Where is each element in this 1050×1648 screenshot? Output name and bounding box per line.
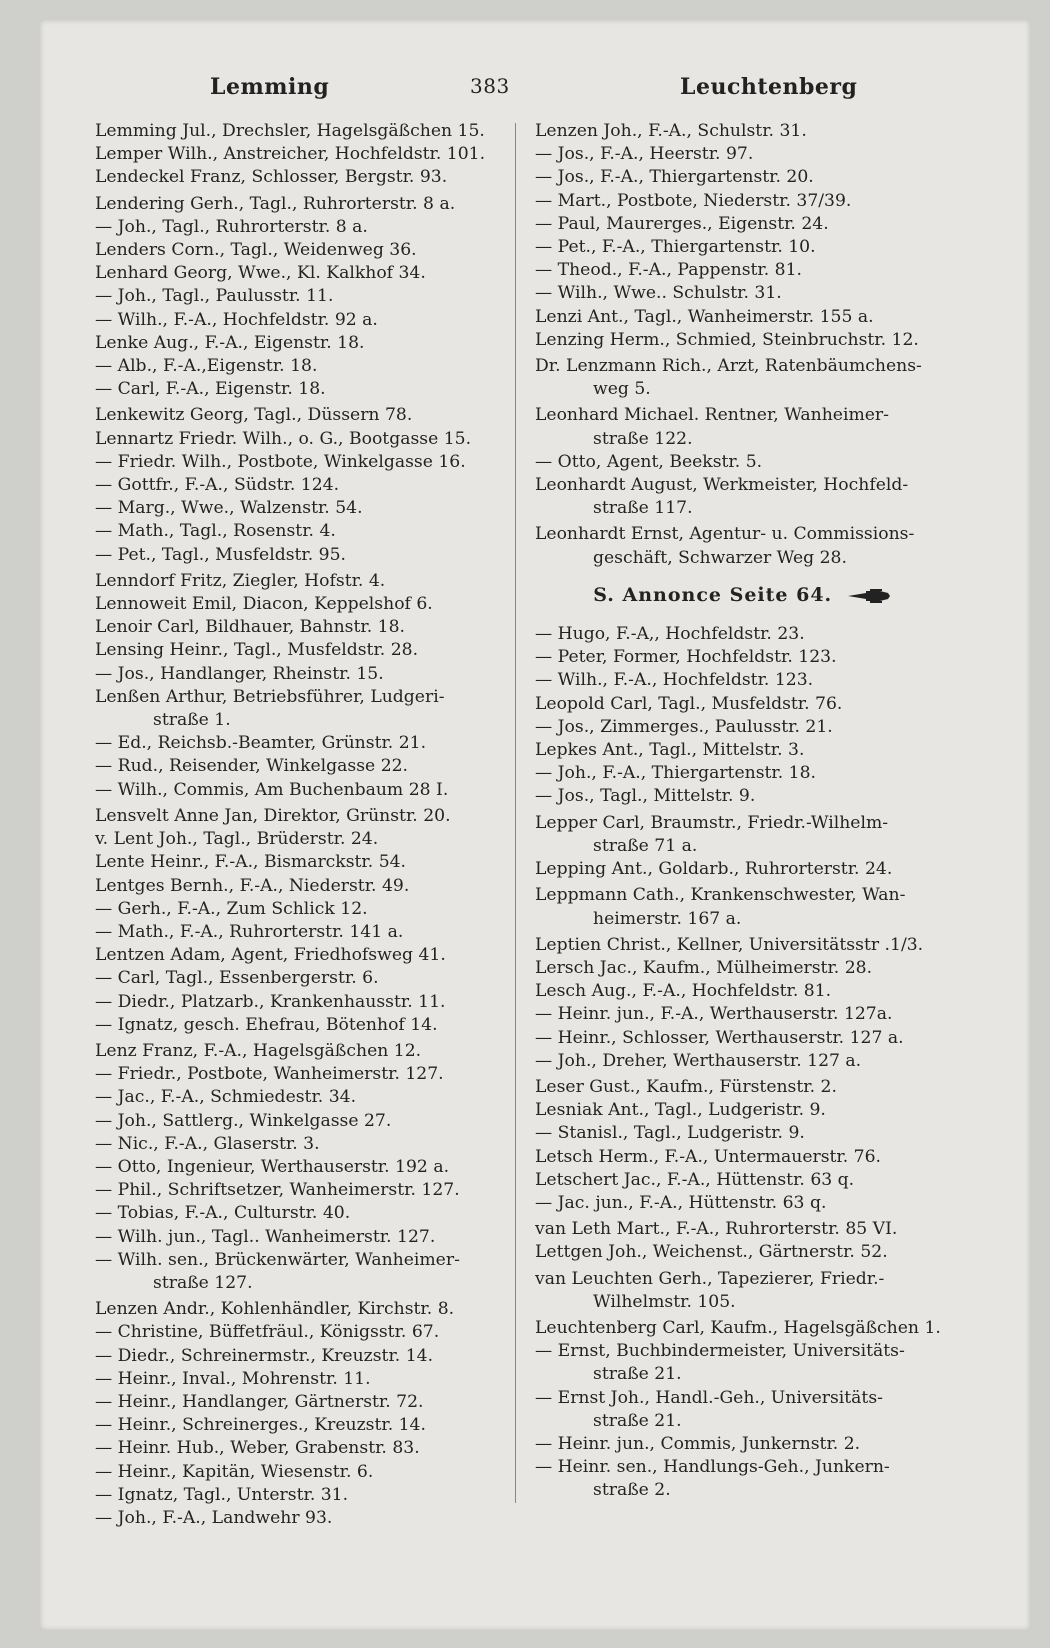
directory-entry	[95, 1014, 510, 1037]
entry-text: — Jac., F.-A., Schmiedestr. 34.	[95, 1087, 357, 1108]
directory-entry	[95, 1249, 510, 1295]
entry-text: Leopold Carl, Tagl., Musfeldstr. 76.	[535, 693, 843, 714]
entry-text: — Wilh. jun., Tagl.. Wanheimerstr. 127.	[95, 1226, 436, 1247]
entry-text: Lepper Carl, Braumstr., Friedr.-Wilhelm-	[535, 812, 889, 833]
entry-text: Leonhard Michael. Rentner, Wanheimer-	[535, 405, 889, 426]
directory-entry	[95, 262, 510, 285]
directory-entry	[95, 216, 510, 239]
entry-continuation: straße 122.	[593, 428, 693, 449]
directory-entry	[535, 1387, 950, 1433]
directory-entry	[95, 1133, 510, 1156]
directory-entry	[535, 1192, 950, 1215]
entry-text: — Friedr. Wilh., Postbote, Winkelgasse 16.	[95, 451, 466, 472]
entry-text: — Heinr., Schlosser, Werthauserstr. 127 a.	[535, 1027, 904, 1048]
header-last-entry: Leuchtenberg	[680, 74, 858, 100]
entry-text: Lersch Jac., Kaufm., Mülheimerstr. 28.	[535, 957, 873, 978]
directory-entry	[535, 1050, 950, 1073]
entry-text: — Heinr., Handlanger, Gärtnerstr. 72.	[95, 1391, 424, 1412]
right-column	[535, 120, 950, 1503]
entry-text: Lenßen Arthur, Betriebsführer, Ludgeri-	[95, 686, 445, 707]
entry-text: Lesch Aug., F.-A., Hochfeldstr. 81.	[535, 981, 832, 1002]
entry-text: — Otto, Ingenieur, Werthauserstr. 192 a.	[95, 1156, 450, 1177]
directory-entry	[95, 355, 510, 378]
annonce-text: S. Annonce Seite 64.	[593, 583, 833, 606]
directory-entry	[95, 898, 510, 921]
entry-continuation: geschäft, Schwarzer Weg 28.	[593, 547, 847, 568]
directory-entry	[95, 663, 510, 686]
directory-entry	[95, 1086, 510, 1109]
directory-entry	[535, 282, 950, 305]
directory-entry	[535, 143, 950, 166]
entry-text: Leptien Christ., Kellner, Universitätsstr .1/3.	[535, 934, 924, 955]
entry-text: — Heinr. jun., Commis, Junkernstr. 2.	[535, 1433, 861, 1454]
entry-text: — Heinr. Hub., Weber, Grabenstr. 83.	[95, 1438, 420, 1459]
entry-text: Leonhardt August, Werkmeister, Hochfeld-	[535, 475, 909, 496]
entry-text: — Ignatz, gesch. Ehefrau, Bötenhof 14.	[95, 1014, 438, 1035]
entry-text: Lenzi Ant., Tagl., Wanheimerstr. 155 a.	[535, 306, 874, 327]
directory-entry	[535, 1099, 950, 1122]
directory-entry	[95, 1226, 510, 1249]
entry-text: — Math., F.-A., Ruhrorterstr. 141 a.	[95, 921, 404, 942]
directory-entry	[95, 193, 510, 216]
directory-entry	[535, 1027, 950, 1050]
directory-entry	[95, 1437, 510, 1460]
directory-page	[40, 20, 1030, 1630]
directory-entry	[535, 980, 950, 1003]
entry-text: — Joh., F.-A., Thiergartenstr. 18.	[535, 763, 817, 784]
entry-text: Lepkes Ant., Tagl., Mittelstr. 3.	[535, 740, 805, 761]
directory-entry	[535, 523, 950, 569]
entry-text: — Joh., Tagl., Paulusstr. 11.	[95, 286, 334, 307]
entry-continuation: straße 117.	[593, 498, 693, 519]
directory-entry	[535, 355, 950, 401]
entry-text: Lenkewitz Georg, Tagl., Düssern 78.	[95, 405, 413, 426]
entry-text: van Leth Mart., F.-A., Ruhrorterstr. 85 VI.	[535, 1219, 898, 1240]
column-divider	[515, 123, 516, 1503]
directory-entry	[95, 1507, 510, 1530]
entry-text: — Phil., Schriftsetzer, Wanheimerstr. 127.	[95, 1180, 460, 1201]
entry-text: — Wilh., F.-A., Hochfeldstr. 92 a.	[95, 309, 378, 330]
directory-entry	[95, 921, 510, 944]
directory-entry	[95, 520, 510, 543]
directory-entry	[535, 213, 950, 236]
directory-entry	[95, 497, 510, 520]
entry-text: — Hugo, F.-A,, Hochfeldstr. 23.	[535, 624, 805, 645]
directory-entry	[95, 875, 510, 898]
directory-entry	[535, 190, 950, 213]
entry-text: Leuchtenberg Carl, Kaufm., Hagelsgäßchen 1.	[535, 1317, 941, 1338]
directory-entry	[535, 1122, 950, 1145]
entry-text: — Nic., F.-A., Glaserstr. 3.	[95, 1133, 320, 1154]
entry-continuation: straße 127.	[153, 1272, 253, 1293]
entry-text: — Pet., F.-A., Thiergartenstr. 10.	[535, 237, 816, 258]
entry-text: — Otto, Agent, Beekstr. 5.	[535, 451, 763, 472]
entry-text: — Jos., Tagl., Mittelstr. 9.	[535, 786, 756, 807]
directory-entry	[95, 755, 510, 778]
entry-text: — Friedr., Postbote, Wanheimerstr. 127.	[95, 1064, 444, 1085]
directory-entry	[95, 1321, 510, 1344]
entry-text: — Joh., F.-A., Landwehr 93.	[95, 1507, 333, 1528]
entry-text: Lennoweit Emil, Diacon, Keppelshof 6.	[95, 594, 433, 615]
entry-continuation: heimerstr. 167 a.	[593, 908, 742, 929]
page-number: 383	[470, 74, 510, 98]
left-column	[95, 120, 510, 1530]
entry-text: — Joh., Dreher, Werthauserstr. 127 a.	[535, 1050, 862, 1071]
entry-text: Lemper Wilh., Anstreicher, Hochfeldstr. 101.	[95, 144, 486, 165]
entry-text: Lenzen Joh., F.-A., Schulstr. 31.	[535, 121, 807, 141]
directory-entry	[95, 616, 510, 639]
header-first-entry: Lemming	[210, 74, 330, 100]
directory-entry	[95, 593, 510, 616]
entry-text: Letsch Herm., F.-A., Untermauerstr. 76.	[535, 1146, 882, 1167]
directory-entry	[535, 1317, 950, 1340]
directory-entry	[95, 404, 510, 427]
entry-text: — Stanisl., Tagl., Ludgeristr. 9.	[535, 1123, 805, 1144]
entry-text: Leppmann Cath., Krankenschwester, Wan-	[535, 885, 906, 906]
directory-entry	[95, 732, 510, 755]
directory-entry	[535, 716, 950, 739]
entry-continuation: straße 71 a.	[593, 835, 698, 856]
directory-entry	[95, 428, 510, 451]
entry-text: — Jos., F.-A., Thiergartenstr. 20.	[535, 167, 814, 188]
entry-text: Lendeckel Franz, Schlosser, Bergstr. 93.	[95, 167, 448, 188]
entry-text: — Jos., Handlanger, Rheinstr. 15.	[95, 663, 384, 684]
entry-text: — Christine, Büffetfräul., Königsstr. 67.	[95, 1322, 440, 1343]
entry-text: — Ignatz, Tagl., Unterstr. 31.	[95, 1484, 349, 1505]
directory-entry	[95, 143, 510, 166]
directory-entry	[95, 1156, 510, 1179]
entry-text: v. Lent Joh., Tagl., Brüderstr. 24.	[95, 829, 379, 850]
directory-entry	[95, 1414, 510, 1437]
directory-entry	[95, 1202, 510, 1225]
entry-text: — Peter, Former, Hochfeldstr. 123.	[535, 647, 837, 668]
entry-text: — Marg., Wwe., Walzenstr. 54.	[95, 498, 363, 519]
directory-entry	[535, 259, 950, 282]
directory-entry	[535, 623, 950, 646]
entry-text: — Heinr., Schreinerges., Kreuzstr. 14.	[95, 1415, 426, 1436]
directory-entry	[95, 1391, 510, 1414]
directory-entry	[535, 1268, 950, 1314]
directory-entry	[535, 957, 950, 980]
entry-text: — Paul, Maurerges., Eigenstr. 24.	[535, 213, 829, 234]
entry-text: Lenhard Georg, Wwe., Kl. Kalkhof 34.	[95, 263, 426, 284]
directory-entry	[95, 1461, 510, 1484]
entry-text: — Mart., Postbote, Niederstr. 37/39.	[535, 190, 852, 211]
directory-entry	[535, 1433, 950, 1456]
entry-text: — Ernst, Buchbindermeister, Universitäts-	[535, 1341, 905, 1362]
entry-text: Lenders Corn., Tagl., Weidenweg 36.	[95, 240, 417, 261]
entry-text: Lettgen Joh., Weichenst., Gärtnerstr. 52.	[535, 1242, 888, 1263]
directory-entry	[95, 851, 510, 874]
directory-entry	[535, 858, 950, 881]
entry-text: — Heinr. jun., F.-A., Werthauserstr. 127a.	[535, 1004, 893, 1025]
entry-text: — Wilh. sen., Brückenwärter, Wanheimer-	[95, 1249, 460, 1270]
entry-text: — Ernst Joh., Handl.-Geh., Universitäts-	[535, 1387, 883, 1408]
directory-entry	[95, 967, 510, 990]
directory-entry	[95, 166, 510, 189]
directory-entry	[535, 1076, 950, 1099]
directory-entry	[535, 693, 950, 716]
entry-text: Lennartz Friedr. Wilh., o. G., Bootgasse 15.	[95, 428, 472, 449]
right-column-bottom	[535, 623, 950, 1503]
entry-text: — Heinr., Inval., Mohrenstr. 11.	[95, 1368, 371, 1389]
directory-entry	[535, 1003, 950, 1026]
directory-entry	[95, 378, 510, 401]
directory-entry	[535, 812, 950, 858]
directory-entry	[535, 739, 950, 762]
entry-continuation: straße 21.	[593, 1410, 682, 1431]
entry-text: — Rud., Reisender, Winkelgasse 22.	[95, 756, 409, 777]
entry-text: Lensing Heinr., Tagl., Musfeldstr. 28.	[95, 640, 419, 661]
directory-entry	[95, 1368, 510, 1391]
right-column-top	[535, 120, 950, 570]
annonce-notice	[535, 584, 950, 607]
entry-text: Lenzing Herm., Schmied, Steinbruchstr. 12.	[535, 329, 919, 350]
directory-entry	[535, 1169, 950, 1192]
directory-entry	[95, 1040, 510, 1063]
entry-text: Lenz Franz, F.-A., Hagelsgäßchen 12.	[95, 1040, 422, 1061]
entry-text: Lentges Bernh., F.-A., Niederstr. 49.	[95, 875, 410, 896]
entry-text: Lente Heinr., F.-A., Bismarckstr. 54.	[95, 852, 407, 873]
directory-entry	[535, 404, 950, 450]
directory-entry	[535, 306, 950, 329]
directory-entry	[535, 669, 950, 692]
directory-entry	[95, 451, 510, 474]
entry-text: Lensvelt Anne Jan, Direktor, Grünstr. 20.	[95, 805, 451, 826]
directory-entry	[95, 1484, 510, 1507]
entry-text: — Gottfr., F.-A., Südstr. 124.	[95, 475, 340, 496]
directory-entry	[95, 544, 510, 567]
entry-continuation: Wilhelmstr. 105.	[593, 1291, 736, 1312]
directory-entry	[95, 686, 510, 732]
directory-entry	[95, 1179, 510, 1202]
directory-entry	[95, 474, 510, 497]
entry-text: — Wilh., Commis, Am Buchenbaum 28 I.	[95, 779, 449, 800]
directory-entry	[95, 285, 510, 308]
entry-text: — Tobias, F.-A., Culturstr. 40.	[95, 1203, 351, 1224]
entry-text: Lesniak Ant., Tagl., Ludgeristr. 9.	[535, 1100, 826, 1121]
entry-text: Lenndorf Fritz, Ziegler, Hofstr. 4.	[95, 570, 386, 591]
entry-text: — Diedr., Platzarb., Krankenhausstr. 11.	[95, 991, 446, 1012]
entry-text: — Theod., F.-A., Pappenstr. 81.	[535, 260, 803, 281]
directory-entry	[535, 474, 950, 520]
directory-entry	[95, 639, 510, 662]
entry-text: — Joh., Sattlerg., Winkelgasse 27.	[95, 1110, 392, 1131]
entry-continuation: weg 5.	[593, 379, 651, 400]
directory-entry	[95, 570, 510, 593]
entry-continuation: straße 2.	[593, 1480, 671, 1501]
directory-entry	[95, 309, 510, 332]
entry-text: Lenoir Carl, Bildhauer, Bahnstr. 18.	[95, 617, 405, 638]
entry-text: Letschert Jac., F.-A., Hüttenstr. 63 q.	[535, 1169, 855, 1190]
entry-continuation: straße 21.	[593, 1364, 682, 1385]
entry-text: — Ed., Reichsb.-Beamter, Grünstr. 21.	[95, 733, 427, 754]
directory-entry	[535, 884, 950, 930]
entry-text: — Heinr., Kapitän, Wiesenstr. 6.	[95, 1461, 374, 1482]
directory-entry	[95, 332, 510, 355]
entry-text: — Jos., Zimmerges., Paulusstr. 21.	[535, 716, 833, 737]
directory-entry	[535, 329, 950, 352]
directory-entry	[95, 991, 510, 1014]
entry-text: — Gerh., F.-A., Zum Schlick 12.	[95, 898, 368, 919]
directory-entry	[535, 1241, 950, 1264]
directory-entry	[535, 120, 950, 143]
directory-entry	[535, 646, 950, 669]
entry-text: — Wilh., F.-A., Hochfeldstr. 123.	[535, 670, 814, 691]
directory-entry	[535, 236, 950, 259]
entry-text: — Jac. jun., F.-A., Hüttenstr. 63 q.	[535, 1192, 827, 1213]
directory-entry	[95, 1110, 510, 1133]
entry-text: Lendering Gerh., Tagl., Ruhrorterstr. 8 a.	[95, 193, 456, 214]
directory-entry	[535, 1456, 950, 1502]
entry-text: — Diedr., Schreinermstr., Kreuzstr. 14.	[95, 1345, 434, 1366]
pointing-hand-icon	[846, 588, 892, 604]
directory-entry	[95, 1063, 510, 1086]
entry-text: — Wilh., Wwe.. Schulstr. 31.	[535, 283, 782, 304]
entry-text: — Jos., F.-A., Heerstr. 97.	[535, 144, 754, 165]
directory-entry	[535, 1146, 950, 1169]
directory-entry	[535, 785, 950, 808]
entry-text: — Carl, F.-A., Eigenstr. 18.	[95, 379, 326, 400]
entry-text: van Leuchten Gerh., Tapezierer, Friedr.-	[535, 1268, 885, 1289]
directory-entry	[95, 779, 510, 802]
entry-text: Lentzen Adam, Agent, Friedhofsweg 41.	[95, 945, 446, 966]
page-header	[95, 56, 910, 106]
entry-text: — Joh., Tagl., Ruhrorterstr. 8 a.	[95, 216, 368, 237]
entry-text: — Math., Tagl., Rosenstr. 4.	[95, 521, 336, 542]
directory-entry	[95, 120, 510, 143]
directory-entry	[535, 934, 950, 957]
entry-continuation: straße 1.	[153, 710, 231, 731]
entry-text: Dr. Lenzmann Rich., Arzt, Ratenbäumchens-	[535, 356, 922, 377]
entry-text: Lenke Aug., F.-A., Eigenstr. 18.	[95, 332, 365, 353]
directory-entry	[95, 1298, 510, 1321]
directory-entry	[95, 239, 510, 262]
directory-entry	[95, 805, 510, 828]
directory-entry	[535, 166, 950, 189]
directory-entry	[535, 762, 950, 785]
entry-text: — Pet., Tagl., Musfeldstr. 95.	[95, 544, 347, 565]
directory-entry	[95, 1345, 510, 1368]
directory-entry	[95, 944, 510, 967]
entry-text: Lemming Jul., Drechsler, Hagelsgäßchen 15.	[95, 121, 485, 141]
entry-text: — Carl, Tagl., Essenbergerstr. 6.	[95, 968, 379, 989]
entry-text: — Alb., F.-A.,Eigenstr. 18.	[95, 356, 318, 377]
directory-entry	[535, 1218, 950, 1241]
entry-text: Lenzen Andr., Kohlenhändler, Kirchstr. 8.	[95, 1299, 455, 1320]
entry-text: Lepping Ant., Goldarb., Ruhrorterstr. 24.	[535, 859, 893, 880]
entry-text: Leonhardt Ernst, Agentur- u. Commissions-	[535, 524, 915, 545]
directory-entry	[535, 1340, 950, 1386]
entry-text: — Heinr. sen., Handlungs-Geh., Junkern-	[535, 1457, 890, 1478]
directory-entry	[95, 828, 510, 851]
directory-entry	[535, 451, 950, 474]
entry-text: Leser Gust., Kaufm., Fürstenstr. 2.	[535, 1076, 837, 1097]
